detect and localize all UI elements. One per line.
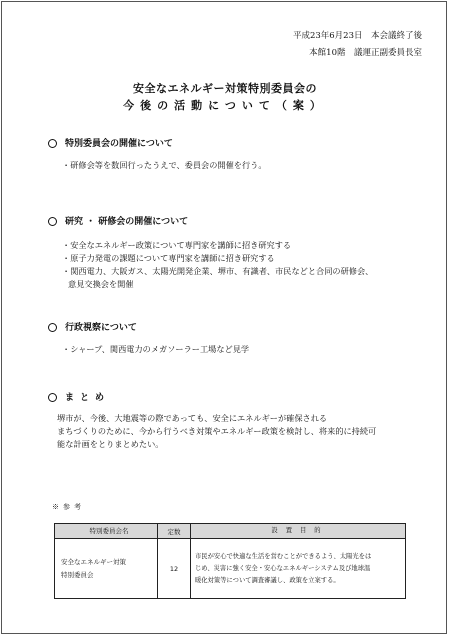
bullet-item-continuation: 意見交換会を開催 bbox=[68, 279, 134, 289]
purpose-line: 暖化対策等について調査審議し、政策を立案する。 bbox=[195, 576, 340, 584]
bullet-item: ・関西電力、大阪ガス、太陽光開発企業、堺市、有識者、市民などと合同の研修会、 bbox=[62, 266, 374, 276]
section-heading-label: 研究 ・ 研修会の開催について bbox=[65, 217, 189, 227]
table-header-row bbox=[55, 524, 406, 539]
reference-table bbox=[54, 523, 406, 599]
section-heading-inspection bbox=[48, 320, 137, 333]
circle-bullet-icon bbox=[48, 217, 57, 226]
table-header-purpose: 設置目的 bbox=[191, 524, 406, 539]
circle-bullet-icon bbox=[48, 323, 57, 332]
table-cell-count: 12 bbox=[158, 539, 191, 599]
document-title-line2: 今後の活動について（案） bbox=[123, 99, 327, 112]
section-heading-label: 行政視察について bbox=[65, 323, 137, 333]
section-heading-summary bbox=[48, 390, 110, 403]
section-heading-research bbox=[48, 214, 188, 227]
table-header-count: 定数 bbox=[158, 524, 191, 539]
committee-name-line: 安全なエネルギー対策 bbox=[61, 557, 126, 566]
bullet-item: ・シャープ、関西電力のメガソーラー工場など見学 bbox=[62, 344, 250, 354]
summary-line: まちづくりのために、今から行うべき対策やエネルギー政策を検討し、将来的に持続可 bbox=[57, 426, 377, 436]
section-heading-committee bbox=[48, 136, 173, 149]
table-cell-purpose bbox=[191, 539, 406, 599]
purpose-line: じめ、災害に強く安全・安心なエネルギーシステム及び地球温 bbox=[195, 564, 371, 572]
committee-name-line: 特別委員会 bbox=[61, 570, 94, 579]
table-row bbox=[55, 539, 406, 599]
bullet-item: ・原子力発電の課題について専門家を講師に招き研究する bbox=[62, 253, 275, 263]
document-title-line1: 安全なエネルギー対策特別委員会の bbox=[133, 82, 317, 95]
purpose-line: 市民が安心で快適な生活を営むことができるよう、太陽光をは bbox=[195, 552, 372, 560]
section-heading-label: まとめ bbox=[65, 393, 111, 403]
table-cell-name bbox=[55, 539, 158, 599]
reference-label: ※参考 bbox=[52, 503, 85, 511]
document-page bbox=[1, 1, 447, 634]
section-heading-label: 特別委員会の開催について bbox=[65, 139, 173, 149]
meeting-date: 平成23年6月23日 本会議終了後 bbox=[292, 31, 422, 41]
summary-line: 堺市が、今後、大地震等の際であっても、安全にエネルギーが確保される bbox=[57, 413, 328, 423]
bullet-item: ・安全なエネルギー政策について専門家を講師に招き研究する bbox=[62, 240, 292, 250]
summary-line: 能な計画をとりまとめたい。 bbox=[57, 439, 164, 449]
circle-bullet-icon bbox=[48, 139, 57, 148]
table-header-name: 特別委員会名 bbox=[55, 524, 158, 539]
circle-bullet-icon bbox=[48, 393, 57, 402]
meeting-place: 本館10階 議運正副委員長室 bbox=[309, 48, 422, 58]
bullet-item: ・研修会等を数回行ったうえで、委員会の開催を行う。 bbox=[62, 160, 267, 170]
